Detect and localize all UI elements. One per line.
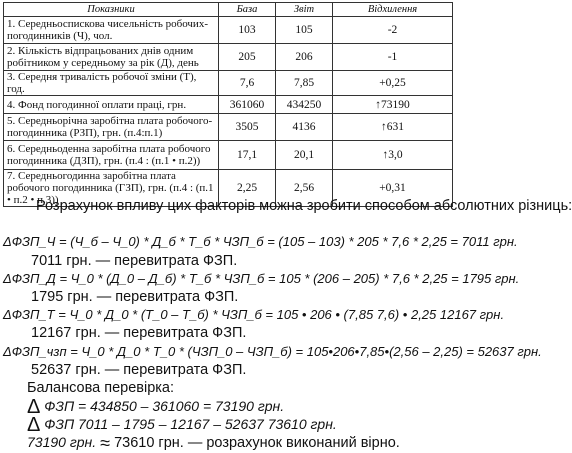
row-deviation: ↑3,0 [333,141,453,170]
row-base: 103 [219,17,276,44]
row-label: 7. Середньогодинна заробітна плата робочого погодинника (ГЗП), грн. (п.4 : (п.1 • п.2 • п.3)) [4,170,219,207]
table-row [4,71,453,96]
row-deviation: ↑73190 [333,96,453,114]
equation-headcount: ΔФЗП_Ч = (Ч_б – Ч_0) * Д_б * Т_б * ЧЗП_б = (105 – 103) * 205 * 7,6 * 2,25 = 7011 грн. [3,234,518,250]
row-label: 2. Кількість відпрацьованих днів одним робітником у середньому за рік (Д), день [4,44,219,71]
row-deviation: +0,31 [333,170,453,207]
row-deviation: +0,25 [333,71,453,96]
row-label: 6. Середньоденна заробітна плата робочого погодинника (ДЗП), грн. (п.4 : (п.1 • п.2)) [4,141,219,170]
header-deviation: Відхилення [333,3,453,17]
balance-line-actual [3,396,453,419]
table-row [4,141,453,170]
row-deviation: -1 [333,44,453,71]
row-base: 205 [219,44,276,71]
intro-paragraph-line2 [3,215,453,233]
table-header-row [4,3,453,17]
header-report: Звіт [276,3,333,17]
indicators-table [3,2,453,207]
row-base: 2,25 [219,170,276,207]
balance-conclusion [3,433,453,451]
approx-symbol: ≈ [100,433,111,453]
balance-line-sum [3,414,453,437]
row-base: 17,1 [219,141,276,170]
header-indicators: Показники [4,3,219,17]
row-report: 4136 [276,114,333,141]
equation-shift-length: ΔФЗП_Т = Ч_0 * Д_0 * (Т_0 – Т_б) * ЧЗП_б = 105 • 206 • (7,85 7,6) • 2,25 12167 грн. [3,307,505,323]
balance-actual-text: ФЗП = 434850 – 361060 = 73190 грн. [44,398,285,415]
result-days: 1795 грн. — перевитрата ФЗП. [31,288,239,305]
table-row [4,114,453,141]
equation-hourly-wage: ΔФЗП_чзп = Ч_0 * Д_0 * Т_0 * (ЧЗП_0 – ЧЗП_б) = 105•206•7,85•(2,56 – 2,25) = 52637 грн. [3,343,542,359]
row-label: 4. Фонд погодинної оплати праці, грн. [4,96,219,114]
balance-left-value: 73190 грн. [27,434,97,451]
result-headcount: 7011 грн. — перевитрата ФЗП. [31,252,238,269]
delta-symbol: Δ [27,414,41,437]
row-report: 7,85 [276,71,333,96]
balance-check-title: Балансова перевірка: [27,379,175,396]
table-row [4,96,453,114]
row-report: 105 [276,17,333,44]
row-report: 434250 [276,96,333,114]
balance-sum-text: ФЗП 7011 – 1795 – 12167 – 52637 73610 грн. [44,416,337,433]
delta-symbol: Δ [27,396,41,419]
row-deviation: ↑631 [333,114,453,141]
row-base: 361060 [219,96,276,114]
table-row [4,17,453,44]
row-label: 1. Середньоспискова чисельність робочих-погодинників (Ч), чол. [4,17,219,44]
equation-days: ΔФЗП_Д = Ч_0 * (Д_0 – Д_б) * Т_б * ЧЗП_б = 105 * (206 – 205) * 7,6 * 2,25 = 1795 грн. [3,270,520,286]
row-report: 20,1 [276,141,333,170]
row-report: 2,56 [276,170,333,207]
result-hourly-wage: 52637 грн. — перевитрата ФЗП. [31,361,247,378]
row-label: 5. Середньорічна заробітна плата робочого-погодинника (РЗП), грн. (п.4:п.1) [4,114,219,141]
header-base: База [219,3,276,17]
balance-conclusion-text: 73610 грн. — розрахунок виконаний вірно. [114,435,400,452]
row-base: 7,6 [219,71,276,96]
intro-paragraph-line1: Розрахунок впливу цих факторів можна зробити способом абсолютних різниць: [36,198,572,214]
calculation-section [3,197,572,453]
row-base: 3505 [219,114,276,141]
table-row [4,44,453,71]
row-label: 3. Середня тривалість робочої зміни (Т), год. [4,71,219,96]
result-shift-length: 12167 грн. — перевитрата ФЗП. [31,325,247,342]
row-report: 206 [276,44,333,71]
row-deviation: -2 [333,17,453,44]
